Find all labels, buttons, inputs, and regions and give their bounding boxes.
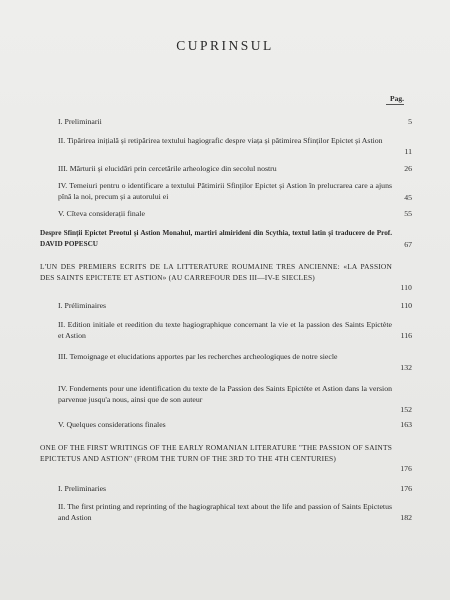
entry-page: 110 (400, 301, 412, 310)
entry-number: III. (58, 352, 68, 361)
entry-title: Despre Sfinții Epictet Preotul și Astion Monahul, martiri almirideni din Scythia, textul latin și traducere de Prof. DAVID POPESCU (40, 229, 392, 248)
entry-number: I. (58, 301, 63, 310)
entry-number: V. (58, 420, 65, 429)
entry-title: Preliminarii (64, 117, 102, 126)
entry-page: 182 (400, 513, 412, 522)
section-heading-french: L'UN DES PREMIERS ECRITS DE LA LITTERATURE ROUMAINE TRES ANCIENNE: «LA PASSION DES SAINTS EPICTETE ET ASTION» (AU CARREFOUR DES III—IV-E SIECLES) (40, 262, 392, 282)
page-title: CUPRINSUL (176, 38, 274, 53)
entry-page: 55 (404, 209, 412, 218)
section-page: 110 (400, 283, 412, 292)
page-column-rule (386, 104, 404, 105)
toc-entry (58, 484, 388, 495)
entry-page: 116 (400, 331, 412, 340)
entry-page: 45 (404, 193, 412, 202)
entry-page: 5 (408, 117, 412, 126)
toc-entry (58, 301, 388, 312)
entry-page: 67 (404, 240, 412, 249)
entry-title: Préliminaires (64, 301, 107, 310)
entry-title: Edition initiale et reedition du texte hagiographique concernant la vie et la passion des Saints Epictète et Astion (58, 320, 392, 340)
entry-number: V. (58, 209, 65, 218)
toc-entry (58, 502, 392, 523)
toc-entry (58, 181, 392, 202)
entry-number: I. (58, 484, 63, 493)
toc-entry (58, 384, 392, 405)
entry-number: I. (58, 117, 63, 126)
entry-page: 26 (404, 164, 412, 173)
entry-number: IV. (58, 384, 68, 393)
entry-title: Preliminaries (64, 484, 107, 493)
entry-title: Tipărirea inițială și retipărirea textului hagiografic despre viața și pătimirea Sfinților Epictet și Astion (66, 136, 383, 145)
entry-title: Quelques considerations finales (66, 420, 166, 429)
toc-entry (58, 209, 388, 220)
entry-number: II. (58, 320, 66, 329)
page-column-label: Pag. (390, 94, 404, 103)
toc-entry (58, 117, 398, 128)
entry-title: Cîteva considerații finale (66, 209, 145, 218)
toc-entry (58, 320, 392, 341)
entry-page: 132 (400, 363, 412, 372)
section-page: 176 (400, 464, 412, 473)
toc-entry (58, 352, 392, 363)
entry-number: III. (58, 164, 68, 173)
entry-page: 163 (400, 420, 412, 429)
entry-page: 176 (400, 484, 412, 493)
entry-number: IV. (58, 181, 68, 190)
toc-entry (58, 136, 392, 147)
entry-number: II. (58, 136, 66, 145)
toc-entry (58, 164, 388, 175)
entry-page: 152 (400, 405, 412, 414)
entry-title: The first printing and reprinting of the hagiographical text about the life and passion of Saints Epictetus and Astion (58, 502, 393, 522)
entry-page: 11 (404, 147, 412, 156)
translation-entry (40, 228, 392, 249)
section-heading-english: ONE OF THE FIRST WRITINGS OF THE EARLY ROMANIAN LITERATURE "THE PASSION OF SAINTS EPICTETUS AND ASTION" (FROM THE TURN OF THE 3RD TO THE 4TH CENTURIES) (40, 443, 392, 463)
entry-title: Temeiuri pentru o identificare a textului Pătimirii Sfinților Epictet și Astion în prelucrarea care a ajuns pînă la noi, precum și a autorului ei (58, 181, 392, 201)
entry-title: Mărturii și elucidări prin cercetările arheologice din secolul nostru (69, 164, 277, 173)
toc-entry (58, 420, 388, 431)
entry-number: II. (58, 502, 66, 511)
entry-title: Fondements pour une identification du texte de la Passion des Saints Epictète et Astion dans la version parvenue jusqu'a nous, ainsi que de son auteur (58, 384, 393, 404)
entry-title: Temoignage et elucidations apportes par les recherches archeologiques de notre siecle (69, 352, 338, 361)
